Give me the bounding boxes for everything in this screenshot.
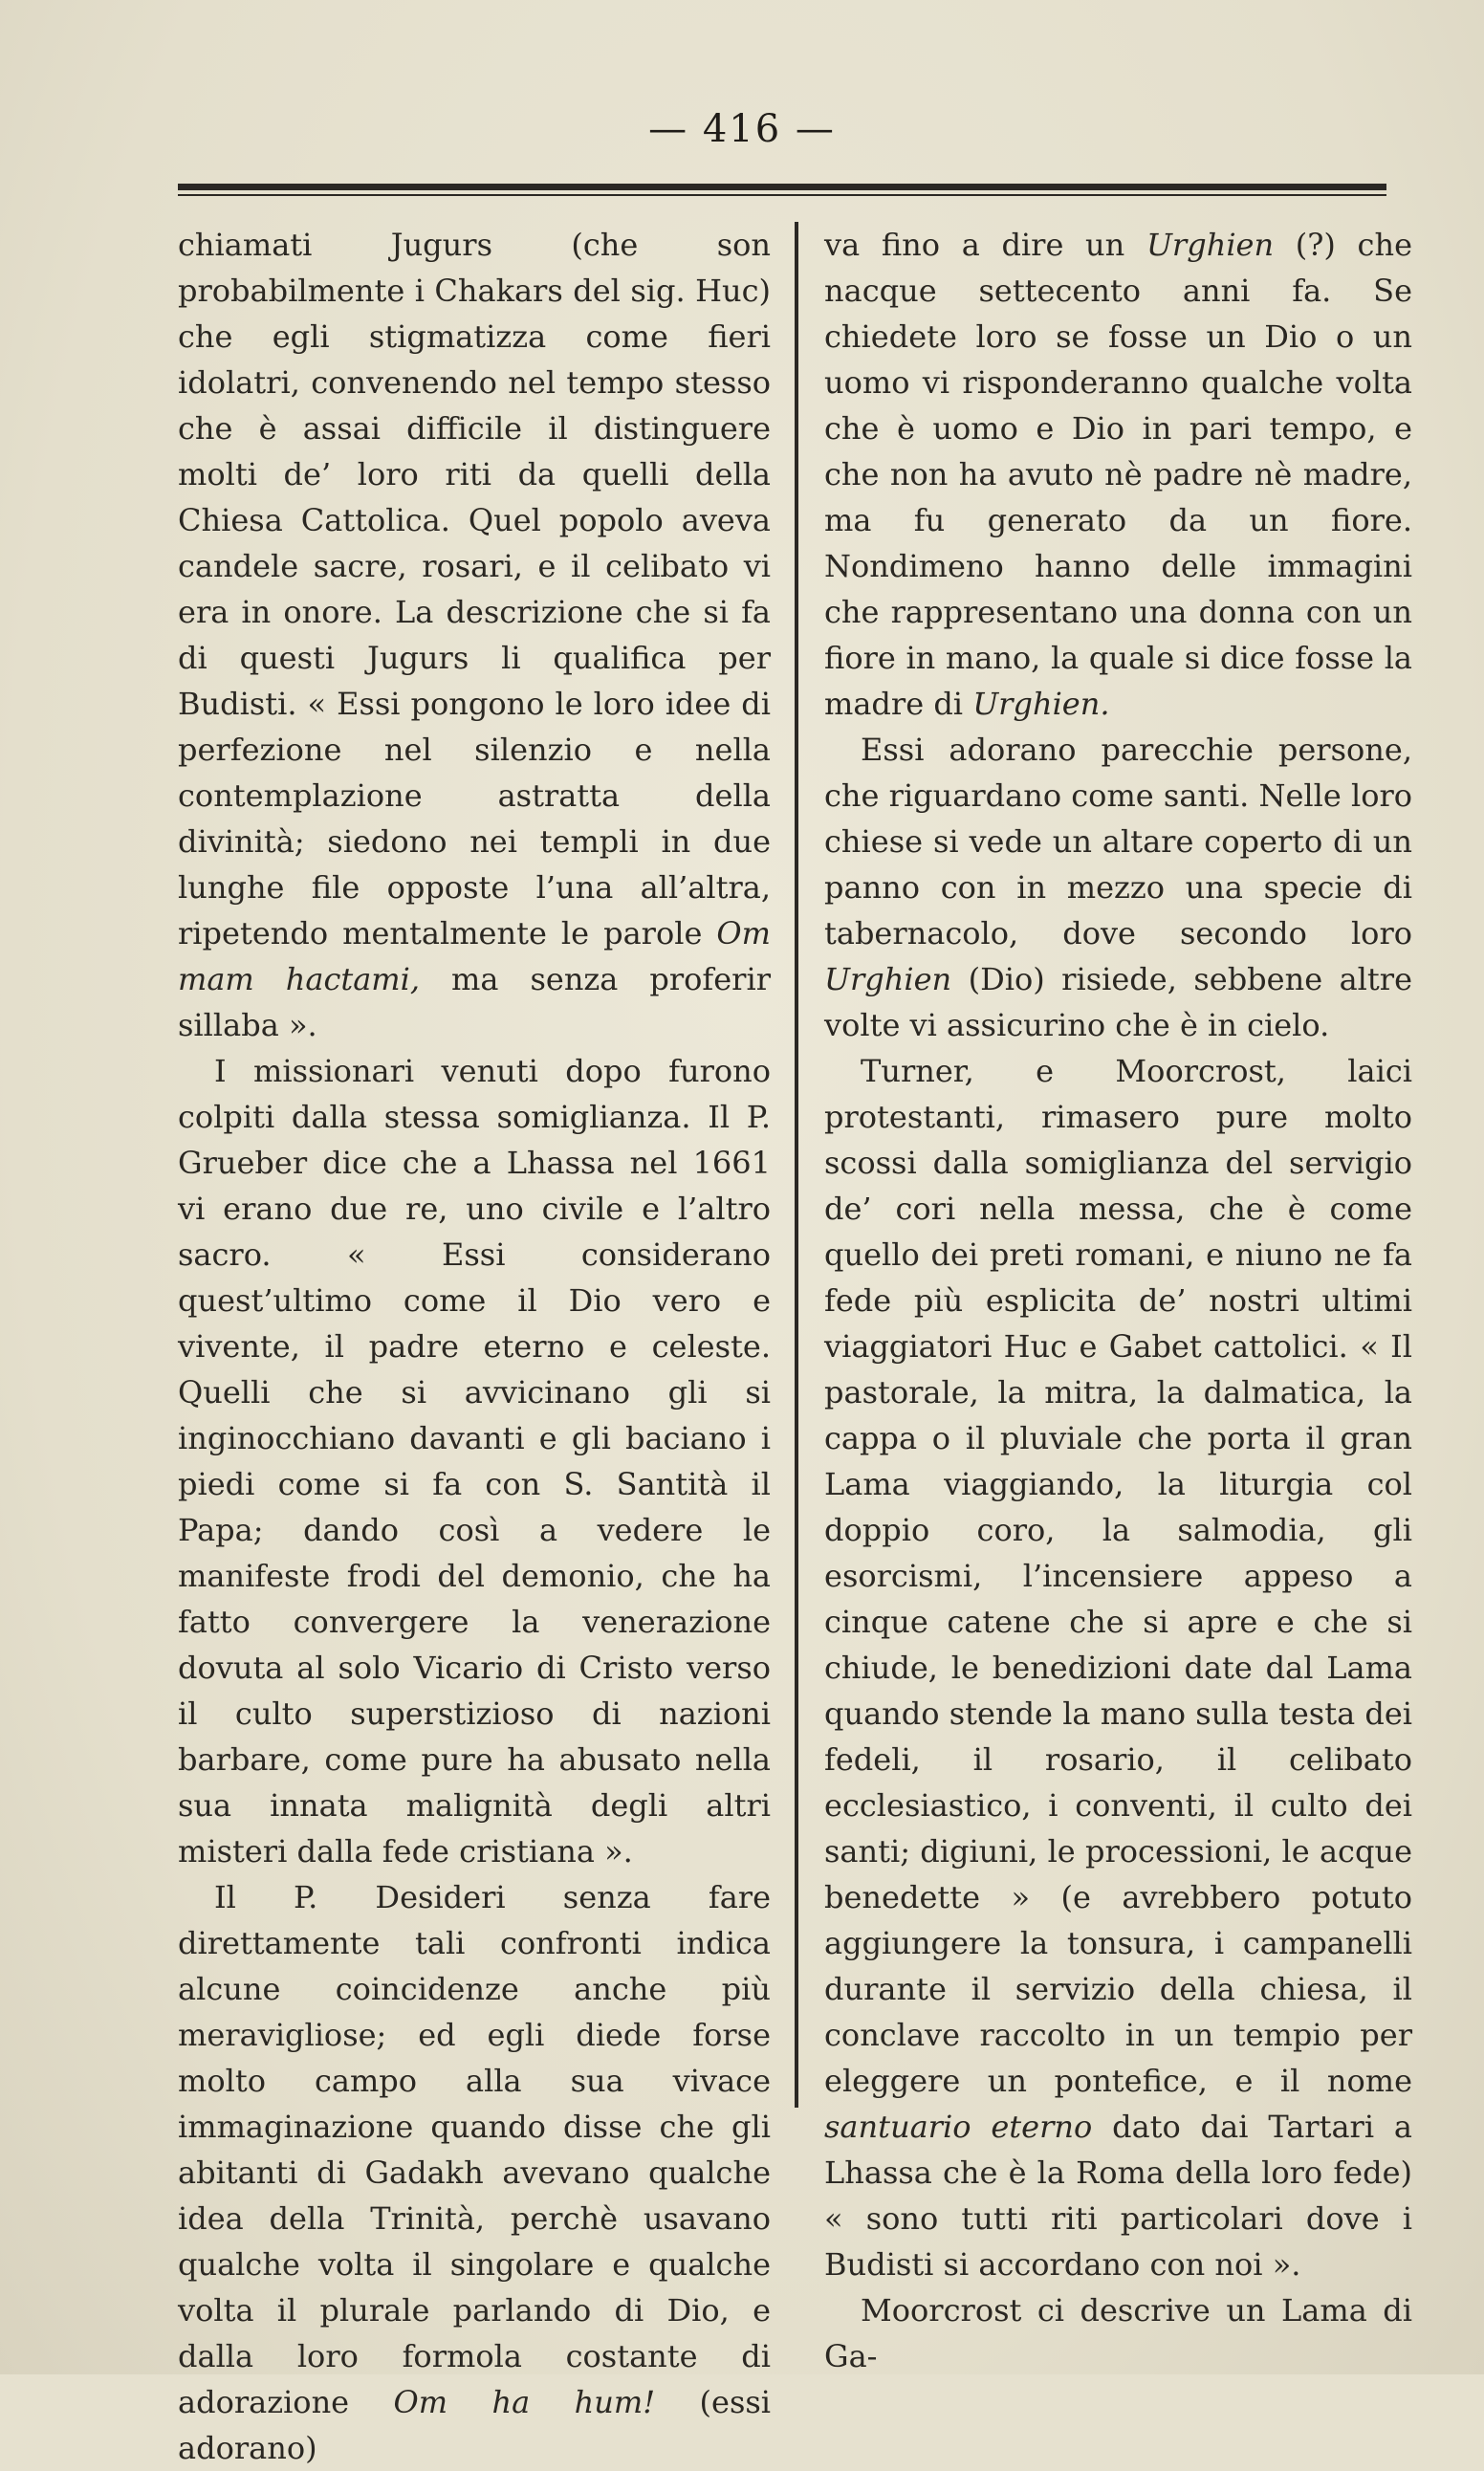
italic-text: Urghien [1146,227,1275,263]
italic-text: santuario eterno [824,2109,1093,2145]
text-run: I missionari venuti dopo furono colpiti dalla stessa somiglianza. Il P. Grueber dice che a Lhassa nel 1661 vi erano due re, uno civile e l’altro sacro. « Essi considerano quest’ultimo come il Dio vero e vivente, il padre eterno e celeste. Quelli che si avvicinano gli si inginocchiano davanti e gli baciano i piedi come si fa con S. Santità il Papa; dando così a vedere le manifeste frodi del demonio, che ha fatto convergere la venerazione dovuta al solo Vicario di Cristo verso il culto superstizioso di nazioni barbare, come pure ha abusato nella sua innata malignità degli altri misteri dalla fede cristiana ». [178,1053,771,1870]
paragraph [824,2287,1412,2379]
italic-text: Urghien. [972,686,1110,722]
paragraph [824,222,1412,727]
paragraph [824,727,1412,1048]
column-divider [795,222,798,2108]
italic-text: Om mam hactami, [178,915,771,997]
text-run: (Dio) risiede, sebbene altre volte vi assicurino che è in cielo. [824,961,1412,1043]
paragraph [178,1874,771,2471]
header-rule-thick [178,184,1386,190]
paragraph [178,222,771,1048]
text-run: va fino a dire un [824,227,1146,263]
text-run: ma senza proferir sillaba ». [178,961,772,1043]
text-run: Moorcrost ci descrive un Lama di Ga- [824,2292,1412,2374]
header-rule-thin [178,194,1386,196]
text-run: Il P. Desideri senza fare direttamente tali confronti indica alcune coincidenze anche più meravigliose; ed egli diede forse molto campo alla sua vivace immaginazione quando disse che gli abitanti di Gadakh avevano qualche idea della Trinità, perchè usavano qualche volta il singolare e qualche volta il plurale parlando di Dio, e dalla loro formola costante di adorazione [178,1879,771,2420]
text-run: (?) che nacque settecento anni fa. Se chiedete loro se fosse un Dio o un uomo vi risponderanno qualche volta che è uomo e Dio in pari tempo, e che non ha avuto nè padre nè madre, ma fu generato da un fiore. Nondimeno hanno delle immagini che rappresentano una donna con un fiore in mano, la quale si dice fosse la madre di [824,227,1413,722]
text-run: chiamati Jugurs (che son probabilmente i Chakars del sig. Huc) che egli stigmatizza come fieri idolatri, convenendo nel tempo stesso che è assai difficile il distinguere molti de’ loro riti da quelli della Chiesa Cattolica. Quel popolo aveva candele sacre, rosari, e il celibato vi era in onore. La descrizione che si fa di questi Jugurs li qualifica per Budisti. « Essi pongono le loro idee di perfezione nel silenzio e nella contemplazione astratta della divinità; siedono nei templi in due lunghe file opposte l’una all’altra, ripetendo mentalmente le parole [178,227,771,951]
text-run: (essi adorano) [178,2384,772,2466]
text-run: Essi adorano parecchie persone, che riguardano come santi. Nelle loro chiese si vede un altare coperto di un panno con in mezzo una specie di tabernacolo, dove secondo loro [824,732,1413,951]
page-number: — 416 — [648,107,836,151]
left-column [178,222,771,2471]
text-run: dato dai Tartari a Lhassa che è la Roma della loro fede) « sono tutti riti particolari dove i Budisti si accordano con noi ». [824,2109,1412,2283]
right-column [824,222,1412,2379]
paragraph [824,1048,1412,2287]
text-run: Turner, e Moorcrost, laici protestanti, rimasero pure molto scossi dalla somiglianza del servigio de’ cori nella messa, che è come quello dei preti romani, e niuno ne fa fede più esplicita de’ nostri ultimi viaggiatori Huc e Gabet cattolici. « Il pastorale, la mitra, la dalmatica, la cappa o il pluviale che porta il gran Lama viaggiando, la liturgia col doppio coro, la salmodia, gli esorcismi, l’incensiere appeso a cinque catene che si apre e che si chiude, le benedizioni date dal Lama quando stende la mano sulla testa dei fedeli, il rosario, il celibato ecclesiastico, i conventi, il culto dei santi; digiuni, le processioni, le acque benedette » (e avrebbero potuto aggiungere la tonsura, i campanelli durante il servizio della chiesa, il conclave raccolto in un tempio per eleggere un pontefice, e il nome [824,1053,1412,2099]
paragraph [178,1048,771,1874]
italic-text: Urghien [824,961,952,997]
italic-text: Om ha hum! [393,2384,656,2420]
